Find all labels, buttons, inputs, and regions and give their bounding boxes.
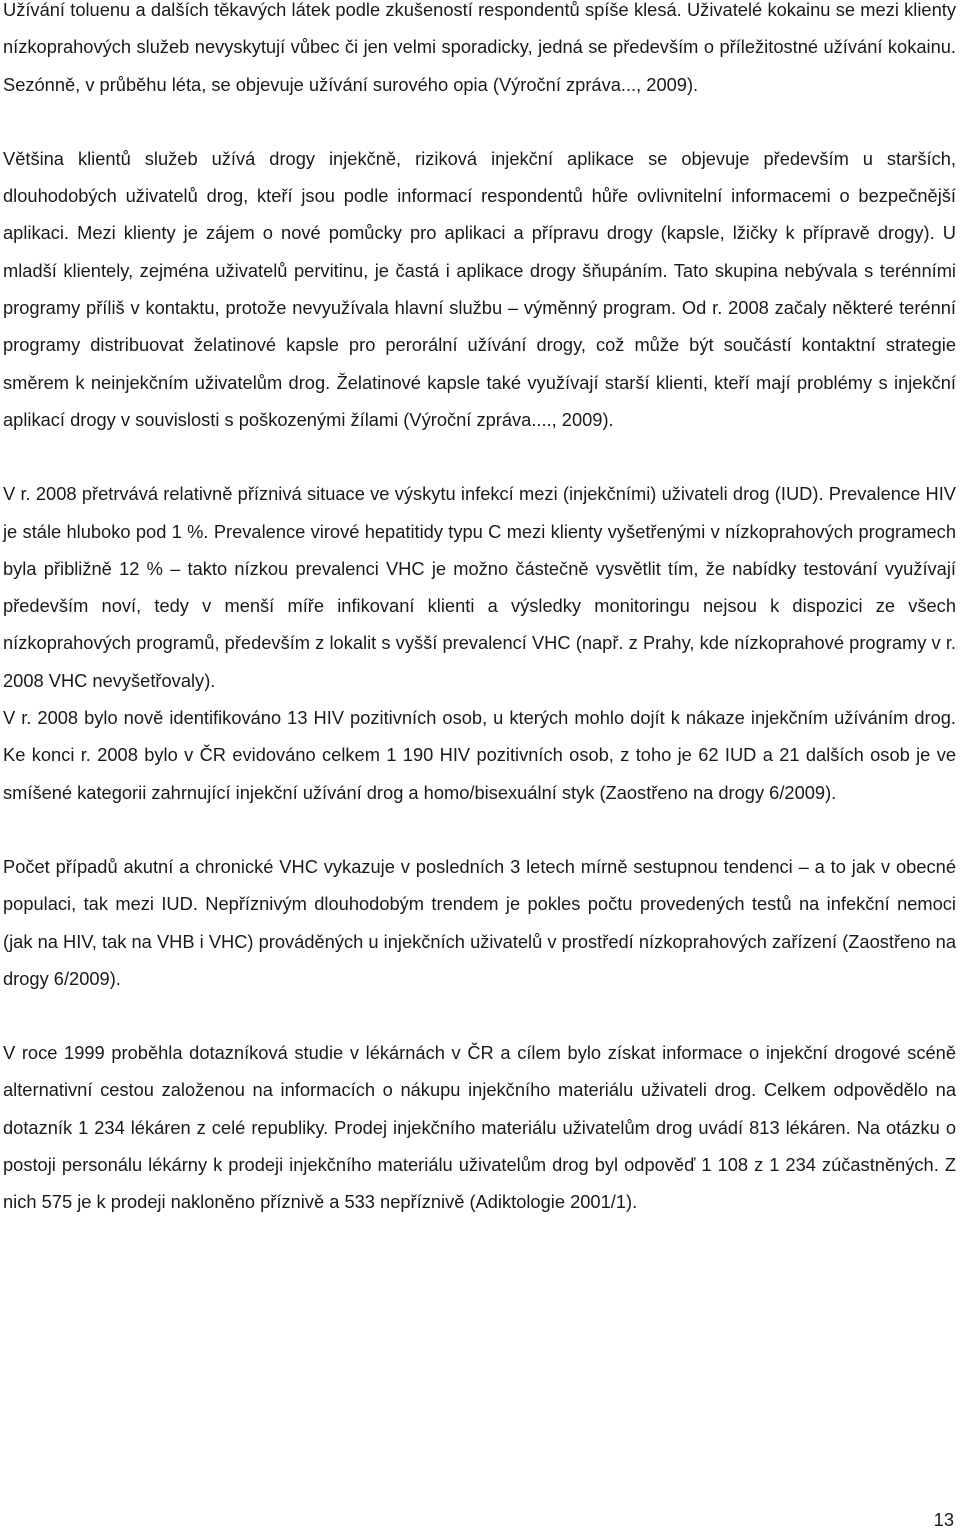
paragraph-vhc-trends: Počet případů akutní a chronické VHC vykazuje v posledních 3 letech mírně sestupnou tendenci – a to jak v obecné populaci, tak mezi IUD. Nepříznivým dlouhodobým trendem je pokles počtu provedených testů na infekční nemoci (jak na HIV, tak na VHB i VHC) prováděných u injekčních uživatelů v prostředí nízkoprahových zařízení (Zaostřeno na drogy 6/2009).: [3, 855, 956, 989]
paragraph-substance-use: Užívání toluenu a dalších těkavých látek podle zkušeností respondentů spíše klesá. Uživatelé kokainu se mezi klienty nízkoprahových služeb nevyskytují vůbec či jen velmi sporadicky, jedná se především o příležitostné užívání kokainu. Sezónně, v průběhu léta, se objevuje užívání surového opia (Výroční zpráva..., 2009).: [3, 0, 956, 95]
paragraph-infection-prevalence: V r. 2008 přetrvává relativně příznivá situace ve výskytu infekcí mezi (injekčními) uživateli drog (IUD). Prevalence HIV je stále hluboko pod 1 %. Prevalence virové hepatitidy typu C mezi klienty vyšetřenými v nízkoprahových programech byla přibližně 12 % – takto nízkou prevalenci VHC je možno částečně vysvětlit tím, že nabídky testování využívají především noví, tedy v menší míře infikovaní klienti a výsledky monitoringu nejsou k dispozici ze všech nízkoprahových programů, především z lokalit s vyšší prevalencí VHC (např. z Prahy, kde nízkoprahové programy v r. 2008 VHC nevyšetřovaly).: [3, 483, 956, 691]
paragraph-hiv-identification: V r. 2008 bylo nově identifikováno 13 HIV pozitivních osob, u kterých mohlo dojít k nákaze injekčním užíváním drog. Ke konci r. 2008 bylo v ČR evidováno celkem 1 190 HIV pozitivních osob, z toho je 62 IUD a 21 dalších osob je ve smíšené kategorii zahrnující injekční užívání drog a homo/bisexuální styk (Zaostřeno na drogy 6/2009).: [3, 707, 956, 803]
paragraph-pharmacy-study: V roce 1999 proběhla dotazníková studie v lékárnách v ČR a cílem bylo získat informace o injekční drogové scéně alternativní cestou založenou na informacích o nákupu injekčního materiálu uživateli drog. Celkem odpovědělo na dotazník 1 234 lékáren z celé republiky. Prodej injekčního materiálu uživatelům drog uvádí 813 lékáren. Na otázku o postoji personálu lékárny k prodeji injekčního materiálu uživatelům drog byl odpověď 1 108 z 1 234 zúčastněných. Z nich 575 je k prodeji nakloněno příznivě a 533 nepříznivě (Adiktologie 2001/1).: [3, 1042, 956, 1213]
document-page: [3, 0, 956, 1221]
paragraph-injection-practices: Většina klientů služeb užívá drogy injekčně, riziková injekční aplikace se objevuje především u starších, dlouhodobých uživatelů drog, kteří jsou podle informací respondentů hůře ovlivnitelní informacemi o bezpečnější aplikaci. Mezi klienty je zájem o nové pomůcky pro aplikaci a přípravu drogy (kapsle, lžičky k přípravě drogy). U mladší klientely, zejména uživatelů pervitinu, je častá i aplikace drogy šňupáním. Tato skupina nebývala s terénními programy příliš v kontaktu, protože nevyužívala hlavní službu – výměnný program. Od r. 2008 začaly některé terénní programy distribuovat želatinové kapsle pro perorální užívání drogy, což může být součástí kontaktní strategie směrem k neinjekčním uživatelům drog. Želatinové kapsle také využívají starší klienti, kteří mají problémy s injekční aplikací drogy v souvislosti s poškozenými žílami (Výroční zpráva...., 2009).: [3, 147, 956, 430]
page-number: 13: [933, 1509, 954, 1530]
